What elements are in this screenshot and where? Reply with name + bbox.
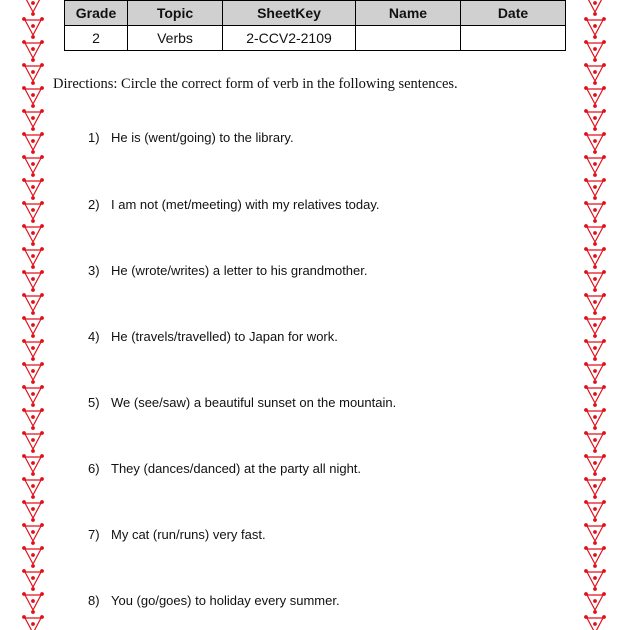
border-dot-icon	[584, 155, 588, 159]
border-dot-icon	[593, 104, 597, 108]
border-dot-icon	[31, 369, 35, 373]
border-dot-icon	[22, 523, 26, 527]
border-dot-icon	[31, 196, 35, 200]
border-dot-icon	[602, 454, 606, 458]
border-dot-icon	[31, 254, 35, 258]
border-dot-icon	[593, 472, 597, 476]
question-number: 4)	[88, 329, 100, 344]
border-dot-icon	[31, 127, 35, 131]
question-number: 2)	[88, 197, 100, 212]
border-dot-icon	[31, 323, 35, 327]
border-dot-icon	[31, 277, 35, 281]
header-sheetkey: SheetKey	[223, 1, 356, 26]
border-dot-icon	[593, 242, 597, 246]
question-text[interactable]: He is (went/going) to the library.	[111, 130, 294, 145]
border-dot-icon	[593, 334, 597, 338]
border-dot-icon	[584, 63, 588, 67]
border-dot-icon	[40, 293, 44, 297]
border-dot-icon	[593, 403, 597, 407]
border-dot-icon	[593, 369, 597, 373]
border-dot-icon	[31, 495, 35, 499]
info-table-header-row	[65, 1, 566, 26]
border-dot-icon	[22, 155, 26, 159]
border-dot-icon	[584, 408, 588, 412]
border-dot-icon	[593, 346, 597, 350]
border-dot-icon	[593, 495, 597, 499]
border-dot-icon	[31, 449, 35, 453]
border-dot-icon	[602, 546, 606, 550]
border-dot-icon	[40, 592, 44, 596]
border-dot-icon	[602, 86, 606, 90]
border-dot-icon	[593, 599, 597, 603]
border-dot-icon	[584, 178, 588, 182]
border-dot-icon	[593, 610, 597, 614]
border-dot-icon	[40, 523, 44, 527]
border-dot-icon	[31, 185, 35, 189]
border-dot-icon	[593, 541, 597, 545]
border-dot-icon	[31, 150, 35, 154]
border-dot-icon	[31, 610, 35, 614]
border-dot-icon	[31, 58, 35, 62]
border-dot-icon	[31, 24, 35, 28]
question-item	[88, 461, 361, 476]
border-dot-icon	[22, 339, 26, 343]
header-date: Date	[461, 1, 566, 26]
border-dot-icon	[31, 530, 35, 534]
border-dot-icon	[593, 139, 597, 143]
question-number: 1)	[88, 130, 100, 145]
border-dot-icon	[22, 247, 26, 251]
border-dot-icon	[31, 415, 35, 419]
border-dot-icon	[602, 362, 606, 366]
border-dot-icon	[593, 70, 597, 74]
border-dot-icon	[22, 109, 26, 113]
border-dot-icon	[40, 63, 44, 67]
border-dot-icon	[31, 553, 35, 557]
border-dot-icon	[602, 63, 606, 67]
border-dot-icon	[593, 81, 597, 85]
border-dot-icon	[593, 461, 597, 465]
border-dot-icon	[584, 592, 588, 596]
border-dot-icon	[22, 201, 26, 205]
border-dot-icon	[40, 546, 44, 550]
border-dot-icon	[602, 247, 606, 251]
border-dot-icon	[22, 224, 26, 228]
border-dot-icon	[31, 392, 35, 396]
border-dot-icon	[593, 530, 597, 534]
border-dot-icon	[602, 17, 606, 21]
border-dot-icon	[593, 12, 597, 16]
question-item	[88, 329, 338, 344]
border-dot-icon	[584, 385, 588, 389]
border-dot-icon	[31, 162, 35, 166]
border-dot-icon	[31, 288, 35, 292]
border-dot-icon	[593, 150, 597, 154]
border-dot-icon	[31, 472, 35, 476]
border-dot-icon	[593, 47, 597, 51]
border-dot-icon	[40, 40, 44, 44]
border-dot-icon	[593, 587, 597, 591]
border-dot-icon	[31, 334, 35, 338]
border-dot-icon	[602, 500, 606, 504]
border-dot-icon	[31, 219, 35, 223]
border-dot-icon	[593, 438, 597, 442]
question-text[interactable]: We (see/saw) a beautiful sunset on the mountain.	[111, 395, 397, 410]
decorative-border-right	[584, 0, 606, 630]
border-dot-icon	[593, 219, 597, 223]
border-dot-icon	[40, 224, 44, 228]
border-dot-icon	[31, 346, 35, 350]
border-dot-icon	[40, 178, 44, 182]
border-dot-icon	[40, 132, 44, 136]
border-dot-icon	[584, 224, 588, 228]
border-dot-icon	[40, 362, 44, 366]
worksheet-info-table	[64, 0, 566, 51]
border-dot-icon	[593, 24, 597, 28]
border-dot-icon	[31, 139, 35, 143]
border-dot-icon	[602, 201, 606, 205]
border-dot-icon	[584, 247, 588, 251]
border-dot-icon	[593, 288, 597, 292]
question-text[interactable]: My cat (run/runs) very fast.	[111, 527, 266, 542]
directions-text: Directions: Circle the correct form of verb in the following sentences.	[53, 76, 458, 92]
border-dot-icon	[593, 415, 597, 419]
border-dot-icon	[584, 569, 588, 573]
border-dot-icon	[40, 201, 44, 205]
border-dot-icon	[31, 81, 35, 85]
sheetkey-value: 2-CCV2-2109	[223, 26, 356, 51]
border-dot-icon	[593, 127, 597, 131]
border-dot-icon	[602, 109, 606, 113]
border-dot-icon	[40, 500, 44, 504]
question-number: 8)	[88, 593, 100, 608]
border-dot-icon	[40, 155, 44, 159]
question-number: 3)	[88, 263, 100, 278]
border-dot-icon	[40, 316, 44, 320]
header-grade: Grade	[65, 1, 128, 26]
decorative-border-left	[22, 0, 44, 630]
border-dot-icon	[602, 592, 606, 596]
border-dot-icon	[593, 449, 597, 453]
question-text[interactable]: He (wrote/writes) a letter to his grandmother.	[111, 263, 368, 278]
border-dot-icon	[593, 254, 597, 258]
question-item	[88, 263, 368, 278]
border-dot-icon	[593, 173, 597, 177]
border-dot-icon	[593, 484, 597, 488]
border-dot-icon	[22, 362, 26, 366]
border-dot-icon	[31, 231, 35, 235]
border-dot-icon	[22, 385, 26, 389]
border-dot-icon	[22, 17, 26, 21]
border-dot-icon	[593, 380, 597, 384]
border-dot-icon	[584, 86, 588, 90]
border-dot-icon	[40, 86, 44, 90]
border-dot-icon	[584, 500, 588, 504]
border-dot-icon	[22, 408, 26, 412]
border-dot-icon	[22, 132, 26, 136]
border-dot-icon	[31, 104, 35, 108]
border-dot-icon	[593, 35, 597, 39]
border-dot-icon	[602, 40, 606, 44]
border-dot-icon	[593, 518, 597, 522]
border-dot-icon	[584, 132, 588, 136]
border-dot-icon	[40, 17, 44, 21]
header-name: Name	[356, 1, 461, 26]
question-number: 6)	[88, 461, 100, 476]
border-dot-icon	[593, 507, 597, 511]
border-dot-icon	[31, 47, 35, 51]
border-dot-icon	[602, 385, 606, 389]
border-dot-icon	[593, 392, 597, 396]
question-item	[88, 395, 396, 410]
border-dot-icon	[584, 316, 588, 320]
border-dot-icon	[40, 109, 44, 113]
border-dot-icon	[602, 569, 606, 573]
border-dot-icon	[40, 569, 44, 573]
border-dot-icon	[602, 615, 606, 619]
border-dot-icon	[40, 247, 44, 251]
border-dot-icon	[22, 546, 26, 550]
border-dot-icon	[31, 564, 35, 568]
border-dot-icon	[31, 173, 35, 177]
border-dot-icon	[593, 576, 597, 580]
border-dot-icon	[602, 178, 606, 182]
border-dot-icon	[602, 408, 606, 412]
border-dot-icon	[593, 1, 597, 5]
border-dot-icon	[584, 109, 588, 113]
border-dot-icon	[40, 385, 44, 389]
question-text[interactable]: He (travels/travelled) to Japan for work.	[111, 329, 338, 344]
border-dot-icon	[584, 454, 588, 458]
border-dot-icon	[584, 523, 588, 527]
border-dot-icon	[602, 431, 606, 435]
border-dot-icon	[602, 293, 606, 297]
border-dot-icon	[593, 196, 597, 200]
border-dot-icon	[584, 615, 588, 619]
border-dot-icon	[584, 201, 588, 205]
border-dot-icon	[22, 569, 26, 573]
border-dot-icon	[31, 403, 35, 407]
border-dot-icon	[22, 454, 26, 458]
question-number: 7)	[88, 527, 100, 542]
border-dot-icon	[22, 477, 26, 481]
border-dot-icon	[584, 546, 588, 550]
border-dot-icon	[22, 500, 26, 504]
border-dot-icon	[584, 477, 588, 481]
header-topic: Topic	[128, 1, 223, 26]
border-dot-icon	[593, 323, 597, 327]
border-dot-icon	[31, 242, 35, 246]
border-dot-icon	[593, 300, 597, 304]
border-dot-icon	[40, 615, 44, 619]
border-dot-icon	[31, 622, 35, 626]
grade-value: 2	[65, 26, 128, 51]
border-dot-icon	[31, 311, 35, 315]
question-item	[88, 593, 340, 608]
border-dot-icon	[22, 592, 26, 596]
border-dot-icon	[31, 116, 35, 120]
topic-value: Verbs	[128, 26, 223, 51]
question-item	[88, 527, 266, 542]
name-field[interactable]	[356, 26, 461, 51]
border-dot-icon	[31, 587, 35, 591]
border-dot-icon	[584, 17, 588, 21]
border-dot-icon	[31, 380, 35, 384]
border-dot-icon	[31, 426, 35, 430]
border-dot-icon	[584, 293, 588, 297]
question-item	[88, 130, 294, 145]
border-dot-icon	[593, 265, 597, 269]
border-dot-icon	[31, 438, 35, 442]
border-dot-icon	[40, 454, 44, 458]
border-dot-icon	[593, 116, 597, 120]
border-dot-icon	[602, 155, 606, 159]
border-dot-icon	[22, 615, 26, 619]
border-dot-icon	[593, 426, 597, 430]
border-dot-icon	[593, 622, 597, 626]
question-text[interactable]: I am not (met/meeting) with my relatives today.	[111, 197, 380, 212]
border-dot-icon	[602, 224, 606, 228]
border-dot-icon	[602, 339, 606, 343]
border-dot-icon	[40, 477, 44, 481]
border-dot-icon	[31, 1, 35, 5]
border-dot-icon	[602, 523, 606, 527]
border-dot-icon	[584, 270, 588, 274]
border-dot-icon	[593, 162, 597, 166]
border-dot-icon	[31, 576, 35, 580]
border-dot-icon	[584, 40, 588, 44]
border-dot-icon	[593, 185, 597, 189]
border-dot-icon	[584, 339, 588, 343]
border-dot-icon	[31, 208, 35, 212]
question-text[interactable]: You (go/goes) to holiday every summer.	[111, 593, 340, 608]
border-dot-icon	[31, 70, 35, 74]
border-dot-icon	[22, 316, 26, 320]
border-dot-icon	[40, 431, 44, 435]
border-dot-icon	[593, 231, 597, 235]
border-dot-icon	[22, 63, 26, 67]
border-dot-icon	[31, 35, 35, 39]
border-dot-icon	[602, 316, 606, 320]
border-dot-icon	[602, 270, 606, 274]
border-dot-icon	[593, 564, 597, 568]
info-table-value-row	[65, 26, 566, 51]
border-dot-icon	[22, 293, 26, 297]
border-dot-icon	[31, 12, 35, 16]
border-dot-icon	[22, 431, 26, 435]
border-dot-icon	[31, 461, 35, 465]
border-dot-icon	[602, 132, 606, 136]
border-dot-icon	[22, 270, 26, 274]
border-dot-icon	[40, 408, 44, 412]
question-number: 5)	[88, 395, 100, 410]
border-dot-icon	[22, 86, 26, 90]
border-dot-icon	[593, 357, 597, 361]
question-item	[88, 197, 380, 212]
border-dot-icon	[31, 541, 35, 545]
question-text[interactable]: They (dances/danced) at the party all night.	[111, 461, 362, 476]
border-dot-icon	[31, 518, 35, 522]
border-dot-icon	[31, 599, 35, 603]
border-dot-icon	[31, 484, 35, 488]
border-dot-icon	[31, 93, 35, 97]
border-dot-icon	[602, 477, 606, 481]
border-dot-icon	[31, 265, 35, 269]
border-dot-icon	[584, 362, 588, 366]
border-dot-icon	[584, 431, 588, 435]
border-dot-icon	[40, 270, 44, 274]
border-dot-icon	[22, 178, 26, 182]
border-dot-icon	[593, 58, 597, 62]
border-dot-icon	[593, 208, 597, 212]
border-dot-icon	[22, 40, 26, 44]
border-dot-icon	[31, 300, 35, 304]
border-dot-icon	[593, 311, 597, 315]
date-field[interactable]	[461, 26, 566, 51]
border-dot-icon	[31, 357, 35, 361]
border-dot-icon	[593, 553, 597, 557]
border-dot-icon	[40, 339, 44, 343]
border-dot-icon	[593, 93, 597, 97]
border-dot-icon	[593, 277, 597, 281]
border-dot-icon	[31, 507, 35, 511]
